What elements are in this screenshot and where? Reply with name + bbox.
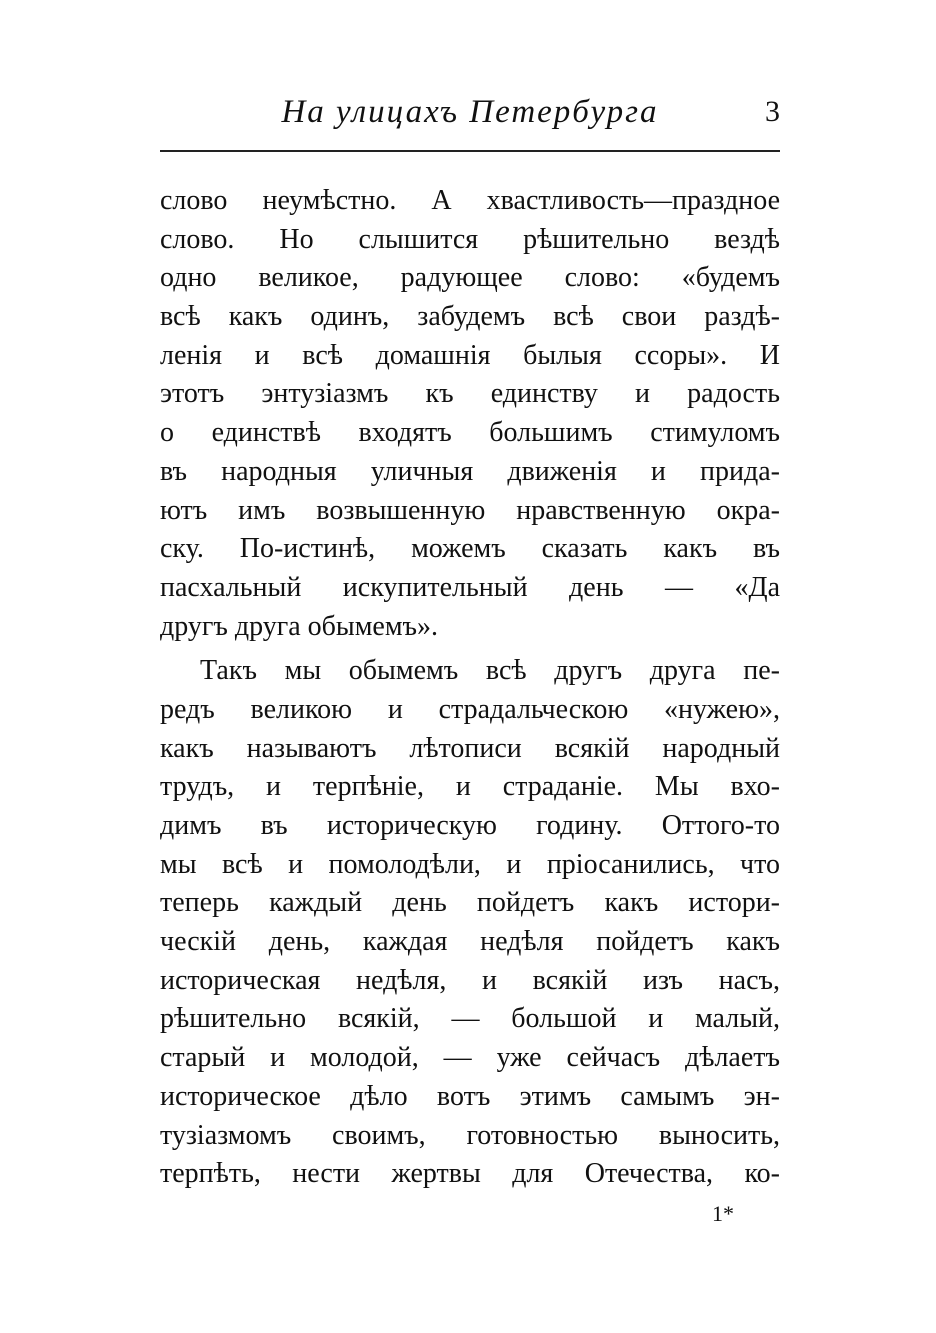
text-line: слово неумѣстно. А хвастливость—праздное <box>160 185 780 216</box>
paragraph-1 <box>160 182 780 646</box>
running-title: На улицахъ Петербурга <box>281 94 659 130</box>
text-line: Такъ мы обымемъ всѣ другъ друга пе- <box>200 655 780 687</box>
text-line: о единствѣ входятъ большимъ стимуломъ <box>160 417 780 449</box>
text-line: старый и молодой, — уже сейчасъ дѣлаетъ <box>160 1042 780 1074</box>
body-text <box>160 182 780 1194</box>
page-number: 3 <box>765 95 780 128</box>
text-line: одно великое, радующее слово: «будемъ <box>160 262 780 294</box>
header-rule <box>160 150 780 152</box>
text-line: редъ великою и страдальческою «нужею», <box>160 693 780 725</box>
text-line: всѣ какъ одинъ, забудемъ всѣ свои раздѣ- <box>160 301 780 333</box>
text-line: ютъ имъ возвышенную нравственную окра- <box>160 494 780 526</box>
running-head <box>160 92 780 138</box>
text-line: историческая недѣля, и всякій изъ насъ, <box>160 964 780 996</box>
text-line: трудъ, и терпѣніе, и страданіе. Мы вхо- <box>160 771 780 803</box>
text-line: ску. По-истинѣ, можемъ сказать какъ въ <box>160 533 780 565</box>
text-line: какъ называютъ лѣтописи всякій народный <box>160 732 780 764</box>
text-line: пасхальный искупительный день — «Да <box>160 571 780 603</box>
text-line: мы всѣ и помолодѣли, и пріосанились, что <box>160 848 780 880</box>
text-line: ческій день, каждая недѣля пойдетъ какъ <box>160 926 780 958</box>
text-line: другъ друга обымемъ». <box>160 610 439 642</box>
text-line: терпѣть, нести жертвы для Отечества, ко- <box>160 1158 780 1190</box>
text-line: димъ въ историческую годину. Оттого-то <box>160 810 780 841</box>
text-line: ленія и всѣ домашнія былыя ссоры». И <box>160 339 780 371</box>
text-line: рѣшительно всякій, — большой и малый, <box>160 1003 780 1035</box>
text-line: слово. Но слышится рѣшительно вездѣ <box>160 223 780 255</box>
text-line: тузіазмомъ своимъ, готовностью выносить, <box>160 1119 780 1151</box>
text-line: теперь каждый день пойдетъ какъ истори- <box>160 887 780 919</box>
text-line: этотъ энтузіазмъ къ единству и радость <box>160 378 780 410</box>
text-line: въ народныя уличныя движенія и прида- <box>160 455 780 487</box>
text-line: историческое дѣло вотъ этимъ самымъ эн- <box>160 1080 780 1112</box>
signature-mark: 1* <box>712 1201 734 1226</box>
paragraph-2 <box>160 652 780 1194</box>
